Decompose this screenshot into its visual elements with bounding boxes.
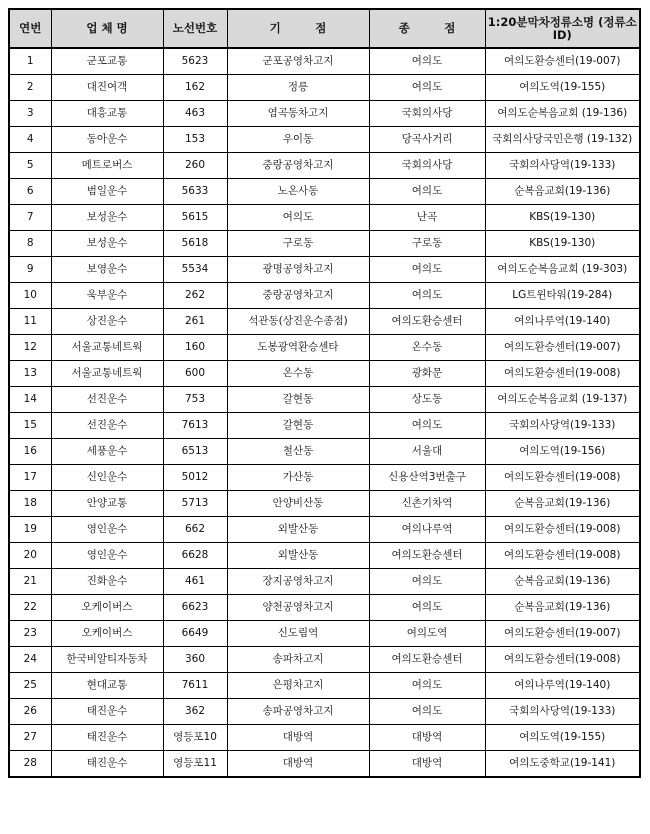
cell-route-number: 463 [163, 101, 227, 127]
cell-origin: 정릉 [227, 75, 369, 101]
cell-no: 23 [9, 621, 51, 647]
cell-route-number: 5615 [163, 205, 227, 231]
cell-no: 5 [9, 153, 51, 179]
cell-last-bus-stop: 순복음교회(19-136) [485, 569, 640, 595]
cell-route-number: 600 [163, 361, 227, 387]
cell-no: 18 [9, 491, 51, 517]
cell-origin: 은평차고지 [227, 673, 369, 699]
cell-terminus: 여의도 [369, 595, 485, 621]
cell-company: 선진운수 [51, 413, 163, 439]
cell-company: 범일운수 [51, 179, 163, 205]
cell-last-bus-stop: 순복음교회(19-136) [485, 179, 640, 205]
cell-no: 27 [9, 725, 51, 751]
table-row [9, 361, 640, 387]
cell-no: 13 [9, 361, 51, 387]
cell-terminus: 광화문 [369, 361, 485, 387]
table-header [9, 9, 640, 48]
cell-route-number: 5633 [163, 179, 227, 205]
cell-terminus: 여의도 [369, 673, 485, 699]
cell-company: 메트로버스 [51, 153, 163, 179]
cell-route-number: 5623 [163, 48, 227, 75]
cell-route-number: 662 [163, 517, 227, 543]
table-row [9, 595, 640, 621]
cell-last-bus-stop: 순복음교회(19-136) [485, 595, 640, 621]
cell-company: 진화운수 [51, 569, 163, 595]
table-body [9, 48, 640, 777]
cell-no: 22 [9, 595, 51, 621]
cell-route-number: 260 [163, 153, 227, 179]
cell-company: 오케이버스 [51, 595, 163, 621]
cell-last-bus-stop: 국회의사당역(19-133) [485, 699, 640, 725]
table-row [9, 439, 640, 465]
cell-terminus: 온수동 [369, 335, 485, 361]
table-row [9, 309, 640, 335]
cell-company: 서울교통네트웍 [51, 335, 163, 361]
cell-origin: 중랑공영차고지 [227, 283, 369, 309]
cell-no: 21 [9, 569, 51, 595]
table-row [9, 647, 640, 673]
cell-terminus: 구로동 [369, 231, 485, 257]
table-row [9, 48, 640, 75]
table-row [9, 205, 640, 231]
cell-origin: 외발산동 [227, 517, 369, 543]
cell-origin: 중랑공영차고지 [227, 153, 369, 179]
cell-origin: 외발산동 [227, 543, 369, 569]
cell-company: 욱부운수 [51, 283, 163, 309]
cell-company: 대진여객 [51, 75, 163, 101]
cell-origin: 노온사동 [227, 179, 369, 205]
header-route-number: 노선번호 [163, 9, 227, 48]
cell-company: 오케이버스 [51, 621, 163, 647]
table-row [9, 335, 640, 361]
cell-terminus: 여의도환승센터 [369, 647, 485, 673]
cell-route-number: 153 [163, 127, 227, 153]
cell-terminus: 여의도 [369, 257, 485, 283]
cell-last-bus-stop: 여의도환승센터(19-008) [485, 465, 640, 491]
table-row [9, 569, 640, 595]
cell-origin: 염곡동차고지 [227, 101, 369, 127]
cell-route-number: 6623 [163, 595, 227, 621]
cell-company: 태진운수 [51, 699, 163, 725]
table-row [9, 153, 640, 179]
cell-last-bus-stop: LG트윈타워(19-284) [485, 283, 640, 309]
header-company: 업 체 명 [51, 9, 163, 48]
cell-route-number: 5534 [163, 257, 227, 283]
cell-route-number: 753 [163, 387, 227, 413]
cell-company: 대흥교통 [51, 101, 163, 127]
cell-origin: 대방역 [227, 725, 369, 751]
cell-origin: 구로동 [227, 231, 369, 257]
cell-company: 서울교통네트웍 [51, 361, 163, 387]
cell-company: 선진운수 [51, 387, 163, 413]
cell-terminus: 당곡사거리 [369, 127, 485, 153]
cell-terminus: 여의도 [369, 699, 485, 725]
cell-last-bus-stop: 순복음교회(19-136) [485, 491, 640, 517]
table-row [9, 127, 640, 153]
cell-route-number: 6649 [163, 621, 227, 647]
cell-origin: 여의도 [227, 205, 369, 231]
cell-terminus: 신촌기차역 [369, 491, 485, 517]
cell-no: 4 [9, 127, 51, 153]
table-row [9, 751, 640, 778]
cell-route-number: 7611 [163, 673, 227, 699]
header-row [9, 9, 640, 48]
cell-terminus: 여의도환승센터 [369, 309, 485, 335]
cell-origin: 장지공영차고지 [227, 569, 369, 595]
bus-route-table-container [8, 8, 641, 778]
cell-last-bus-stop: 여의나루역(19-140) [485, 673, 640, 699]
cell-terminus: 여의도 [369, 569, 485, 595]
cell-terminus: 서울대 [369, 439, 485, 465]
cell-last-bus-stop: 여의도환승센터(19-008) [485, 543, 640, 569]
cell-no: 25 [9, 673, 51, 699]
cell-terminus: 여의도 [369, 179, 485, 205]
table-row [9, 543, 640, 569]
header-origin: 기 점 [227, 9, 369, 48]
cell-last-bus-stop: KBS(19-130) [485, 231, 640, 257]
cell-last-bus-stop: 여의도중학교(19-141) [485, 751, 640, 778]
cell-last-bus-stop: 여의도환승센터(19-007) [485, 48, 640, 75]
cell-route-number: 6513 [163, 439, 227, 465]
cell-terminus: 국회의사당 [369, 101, 485, 127]
cell-no: 16 [9, 439, 51, 465]
table-row [9, 517, 640, 543]
cell-company: 영인운수 [51, 543, 163, 569]
cell-route-number: 5012 [163, 465, 227, 491]
cell-last-bus-stop: 여의도역(19-155) [485, 725, 640, 751]
cell-origin: 온수동 [227, 361, 369, 387]
cell-last-bus-stop: 여의도역(19-155) [485, 75, 640, 101]
cell-no: 17 [9, 465, 51, 491]
cell-route-number: 160 [163, 335, 227, 361]
cell-last-bus-stop: 여의도환승센터(19-007) [485, 621, 640, 647]
cell-origin: 도봉광역환승센타 [227, 335, 369, 361]
cell-terminus: 신용산역3번출구 [369, 465, 485, 491]
cell-no: 24 [9, 647, 51, 673]
table-row [9, 101, 640, 127]
table-row [9, 231, 640, 257]
cell-origin: 송파공영차고지 [227, 699, 369, 725]
table-row [9, 75, 640, 101]
header-last-bus-stop: 1:20분막차정류소명 (정류소ID) [485, 9, 640, 48]
cell-no: 10 [9, 283, 51, 309]
cell-route-number: 162 [163, 75, 227, 101]
cell-no: 9 [9, 257, 51, 283]
cell-company: 현대교통 [51, 673, 163, 699]
cell-terminus: 여의나루역 [369, 517, 485, 543]
cell-origin: 갈현동 [227, 387, 369, 413]
cell-route-number: 261 [163, 309, 227, 335]
cell-last-bus-stop: 여의도환승센터(19-008) [485, 647, 640, 673]
cell-route-number: 7613 [163, 413, 227, 439]
cell-route-number: 5713 [163, 491, 227, 517]
table-row [9, 283, 640, 309]
cell-route-number: 영등포11 [163, 751, 227, 778]
cell-company: 영인운수 [51, 517, 163, 543]
cell-last-bus-stop: 여의도환승센터(19-008) [485, 361, 640, 387]
table-row [9, 491, 640, 517]
cell-origin: 우이동 [227, 127, 369, 153]
bus-route-table [8, 8, 641, 778]
cell-last-bus-stop: 여의도환승센터(19-007) [485, 335, 640, 361]
cell-route-number: 영등포10 [163, 725, 227, 751]
cell-origin: 가산동 [227, 465, 369, 491]
cell-terminus: 난곡 [369, 205, 485, 231]
header-terminus: 종 점 [369, 9, 485, 48]
table-row [9, 673, 640, 699]
table-row [9, 413, 640, 439]
cell-company: 태진운수 [51, 725, 163, 751]
cell-no: 1 [9, 48, 51, 75]
cell-company: 보성운수 [51, 205, 163, 231]
cell-origin: 대방역 [227, 751, 369, 778]
cell-origin: 갈현동 [227, 413, 369, 439]
cell-origin: 안양비산동 [227, 491, 369, 517]
cell-terminus: 여의도 [369, 413, 485, 439]
table-row [9, 699, 640, 725]
cell-origin: 송파차고지 [227, 647, 369, 673]
cell-no: 14 [9, 387, 51, 413]
cell-no: 28 [9, 751, 51, 778]
cell-origin: 군포공영차고지 [227, 48, 369, 75]
cell-origin: 신도림역 [227, 621, 369, 647]
cell-no: 11 [9, 309, 51, 335]
cell-route-number: 262 [163, 283, 227, 309]
cell-last-bus-stop: 국회의사당역(19-133) [485, 413, 640, 439]
header-no: 연번 [9, 9, 51, 48]
cell-terminus: 여의도 [369, 75, 485, 101]
cell-no: 19 [9, 517, 51, 543]
cell-terminus: 대방역 [369, 725, 485, 751]
cell-company: 한국비알티자동차 [51, 647, 163, 673]
cell-company: 세풍운수 [51, 439, 163, 465]
cell-company: 보성운수 [51, 231, 163, 257]
cell-no: 20 [9, 543, 51, 569]
cell-last-bus-stop: 여의도순복음교회 (19-137) [485, 387, 640, 413]
cell-company: 군포교통 [51, 48, 163, 75]
cell-company: 신인운수 [51, 465, 163, 491]
cell-origin: 석관동(상진운수종점) [227, 309, 369, 335]
cell-company: 상진운수 [51, 309, 163, 335]
cell-no: 8 [9, 231, 51, 257]
cell-company: 동아운수 [51, 127, 163, 153]
cell-no: 6 [9, 179, 51, 205]
cell-terminus: 여의도환승센터 [369, 543, 485, 569]
cell-company: 안양교통 [51, 491, 163, 517]
cell-no: 15 [9, 413, 51, 439]
cell-terminus: 여의도역 [369, 621, 485, 647]
table-row [9, 257, 640, 283]
cell-origin: 광명공영차고지 [227, 257, 369, 283]
cell-no: 26 [9, 699, 51, 725]
cell-terminus: 대방역 [369, 751, 485, 778]
cell-last-bus-stop: 여의도순복음교회 (19-303) [485, 257, 640, 283]
cell-route-number: 360 [163, 647, 227, 673]
cell-route-number: 5618 [163, 231, 227, 257]
cell-terminus: 여의도 [369, 48, 485, 75]
table-row [9, 179, 640, 205]
cell-last-bus-stop: KBS(19-130) [485, 205, 640, 231]
cell-last-bus-stop: 여의도환승센터(19-008) [485, 517, 640, 543]
cell-last-bus-stop: 여의도역(19-156) [485, 439, 640, 465]
cell-no: 2 [9, 75, 51, 101]
cell-company: 태진운수 [51, 751, 163, 778]
table-row [9, 621, 640, 647]
table-row [9, 465, 640, 491]
cell-company: 보영운수 [51, 257, 163, 283]
cell-terminus: 상도동 [369, 387, 485, 413]
cell-route-number: 362 [163, 699, 227, 725]
cell-last-bus-stop: 국회의사당국민은행 (19-132) [485, 127, 640, 153]
cell-last-bus-stop: 여의도순복음교회 (19-136) [485, 101, 640, 127]
table-row [9, 725, 640, 751]
table-row [9, 387, 640, 413]
cell-last-bus-stop: 여의나루역(19-140) [485, 309, 640, 335]
cell-origin: 양천공영차고지 [227, 595, 369, 621]
cell-terminus: 여의도 [369, 283, 485, 309]
cell-route-number: 461 [163, 569, 227, 595]
cell-no: 12 [9, 335, 51, 361]
cell-last-bus-stop: 국회의사당역(19-133) [485, 153, 640, 179]
cell-origin: 철산동 [227, 439, 369, 465]
cell-no: 3 [9, 101, 51, 127]
cell-terminus: 국회의사당 [369, 153, 485, 179]
cell-no: 7 [9, 205, 51, 231]
cell-route-number: 6628 [163, 543, 227, 569]
